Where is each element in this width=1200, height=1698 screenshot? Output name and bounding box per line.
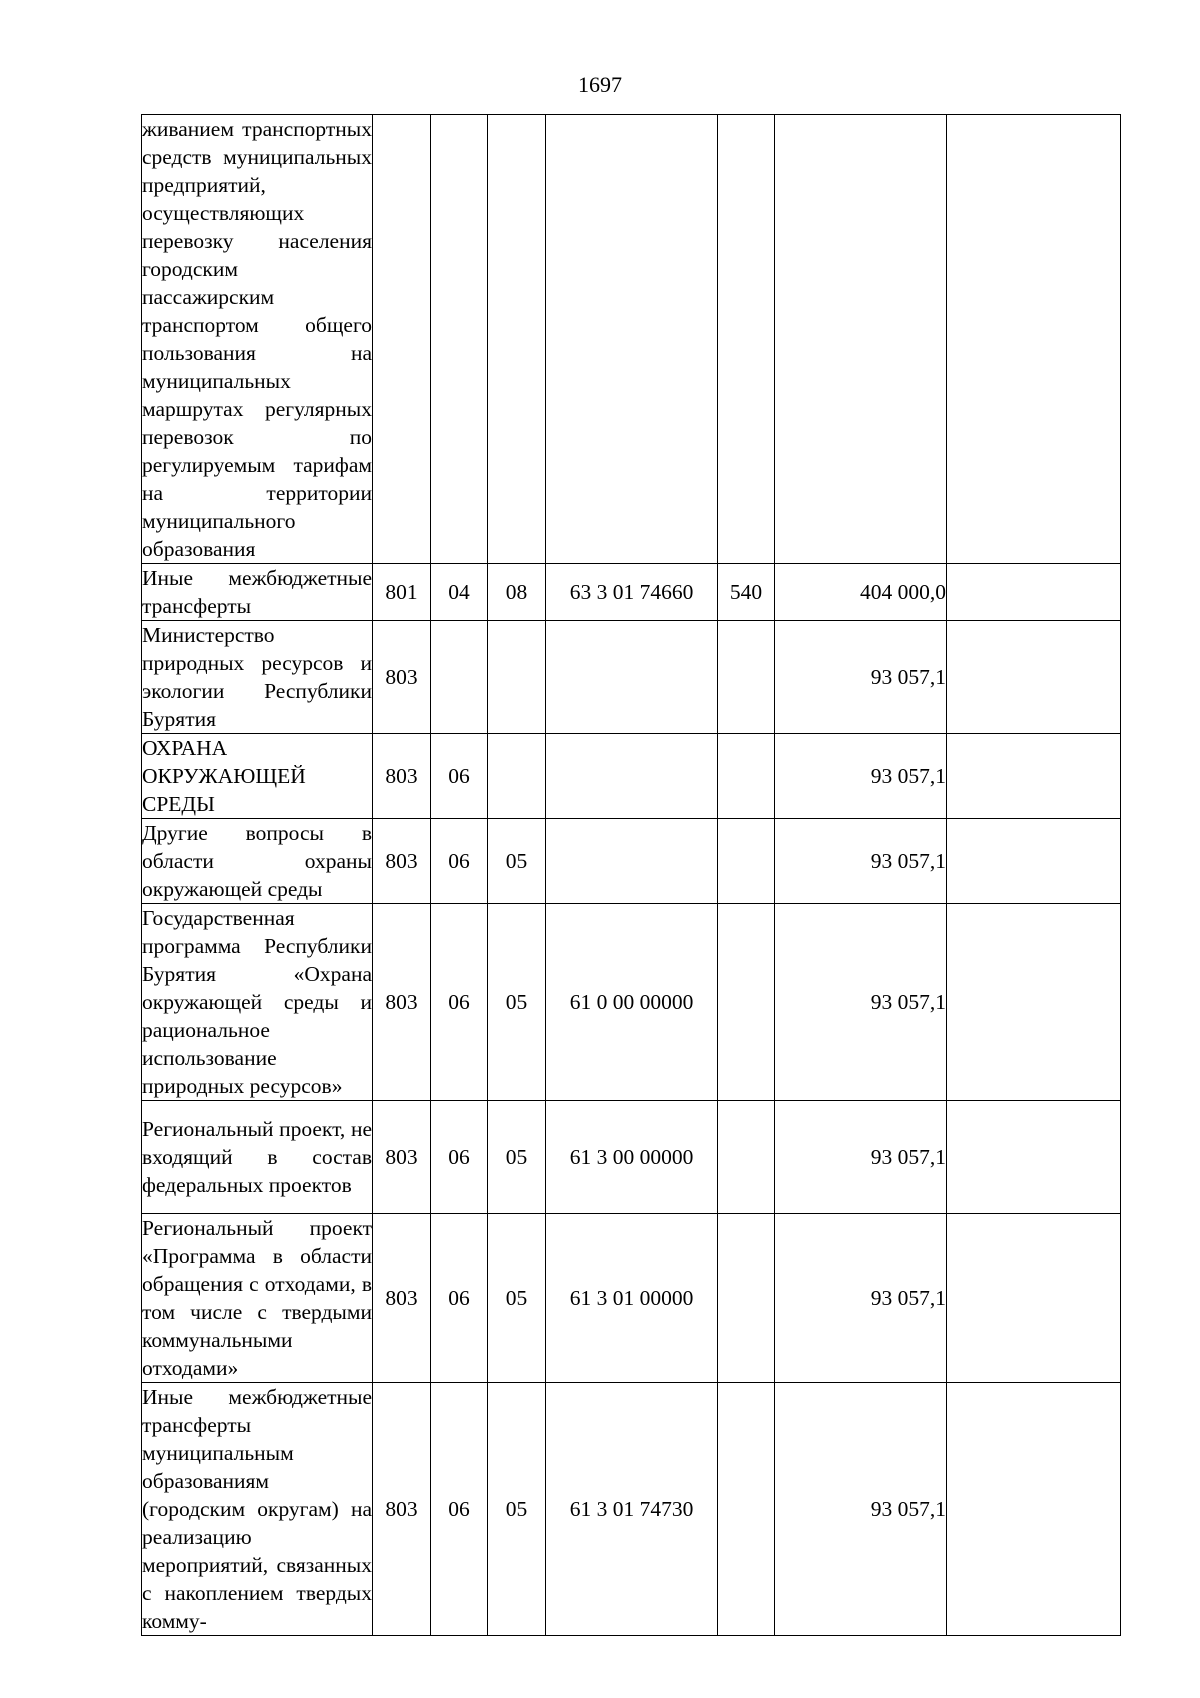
table-row xyxy=(142,115,1121,564)
subsection-code: 05 xyxy=(488,1383,546,1636)
row-name: Иные межбюджетные трансферты муниципальным образованиям (городским округам) на реализацию мероприятий, связанных с накоплением твердых комму- xyxy=(142,1383,373,1636)
amount: 93 057,1 xyxy=(775,904,947,1101)
row-name: живанием транспортных средств муниципальных предприятий, осуществляющих перевозку населения городским пассажирским транспортом общего пользования на муниципальных маршрутах регулярных перевозок по регулируемым тарифам на территории муниципального образования xyxy=(142,115,373,564)
ministry-code: 803 xyxy=(373,1383,431,1636)
ministry-code: 803 xyxy=(373,734,431,819)
ministry-code: 803 xyxy=(373,904,431,1101)
row-name: Региональный проект «Программа в области обращения с отходами, в том числе с твердыми коммунальными отходами» xyxy=(142,1214,373,1383)
extra-cell xyxy=(947,1383,1121,1636)
extra-cell xyxy=(947,115,1121,564)
section-code: 06 xyxy=(431,819,488,904)
subsection-code xyxy=(488,734,546,819)
expense-type-code xyxy=(718,819,775,904)
expense-type-code xyxy=(718,734,775,819)
amount: 93 057,1 xyxy=(775,1383,947,1636)
section-code: 06 xyxy=(431,1383,488,1636)
extra-cell xyxy=(947,1101,1121,1214)
table-row xyxy=(142,1214,1121,1383)
target-code: 61 0 00 00000 xyxy=(546,904,718,1101)
table-row xyxy=(142,904,1121,1101)
target-code xyxy=(546,621,718,734)
section-code: 04 xyxy=(431,564,488,621)
amount: 93 057,1 xyxy=(775,1214,947,1383)
extra-cell xyxy=(947,904,1121,1101)
expense-type-code xyxy=(718,1101,775,1214)
row-name: Иные межбюджетные трансферты xyxy=(142,564,373,621)
budget-table xyxy=(141,114,1121,1636)
section-code xyxy=(431,115,488,564)
section-code: 06 xyxy=(431,1214,488,1383)
target-code: 63 3 01 74660 xyxy=(546,564,718,621)
subsection-code: 05 xyxy=(488,1101,546,1214)
target-code xyxy=(546,819,718,904)
extra-cell xyxy=(947,1214,1121,1383)
row-name: Региональный проект, не входящий в состав федеральных проектов xyxy=(142,1101,373,1214)
subsection-code: 05 xyxy=(488,819,546,904)
amount: 404 000,0 xyxy=(775,564,947,621)
table-row xyxy=(142,1101,1121,1214)
ministry-code: 803 xyxy=(373,819,431,904)
row-name: Другие вопросы в области охраны окружающей среды xyxy=(142,819,373,904)
amount: 93 057,1 xyxy=(775,621,947,734)
target-code: 61 3 01 74730 xyxy=(546,1383,718,1636)
expense-type-code xyxy=(718,115,775,564)
ministry-code xyxy=(373,115,431,564)
section-code: 06 xyxy=(431,904,488,1101)
expense-type-code xyxy=(718,621,775,734)
page-number: 1697 xyxy=(578,72,622,97)
extra-cell xyxy=(947,621,1121,734)
subsection-code xyxy=(488,115,546,564)
row-name: Министерство природных ресурсов и экологии Республики Бурятия xyxy=(142,621,373,734)
target-code xyxy=(546,115,718,564)
amount: 93 057,1 xyxy=(775,819,947,904)
extra-cell xyxy=(947,734,1121,819)
expense-type-code: 540 xyxy=(718,564,775,621)
extra-cell xyxy=(947,564,1121,621)
section-code xyxy=(431,621,488,734)
table-row xyxy=(142,564,1121,621)
target-code: 61 3 00 00000 xyxy=(546,1101,718,1214)
amount: 93 057,1 xyxy=(775,1101,947,1214)
target-code: 61 3 01 00000 xyxy=(546,1214,718,1383)
extra-cell xyxy=(947,819,1121,904)
subsection-code xyxy=(488,621,546,734)
expense-type-code xyxy=(718,1383,775,1636)
amount: 93 057,1 xyxy=(775,734,947,819)
ministry-code: 801 xyxy=(373,564,431,621)
amount xyxy=(775,115,947,564)
table-row xyxy=(142,819,1121,904)
expense-type-code xyxy=(718,904,775,1101)
table-row xyxy=(142,1383,1121,1636)
expense-type-code xyxy=(718,1214,775,1383)
section-code: 06 xyxy=(431,734,488,819)
row-name: Государственная программа Республики Бурятия «Охрана окружающей среды и рациональное использование природных ресурсов» xyxy=(142,904,373,1101)
subsection-code: 08 xyxy=(488,564,546,621)
ministry-code: 803 xyxy=(373,1101,431,1214)
table-row xyxy=(142,621,1121,734)
section-code: 06 xyxy=(431,1101,488,1214)
subsection-code: 05 xyxy=(488,1214,546,1383)
subsection-code: 05 xyxy=(488,904,546,1101)
ministry-code: 803 xyxy=(373,621,431,734)
ministry-code: 803 xyxy=(373,1214,431,1383)
row-name: ОХРАНА ОКРУЖАЮЩЕЙ СРЕДЫ xyxy=(142,734,373,819)
target-code xyxy=(546,734,718,819)
table-row xyxy=(142,734,1121,819)
